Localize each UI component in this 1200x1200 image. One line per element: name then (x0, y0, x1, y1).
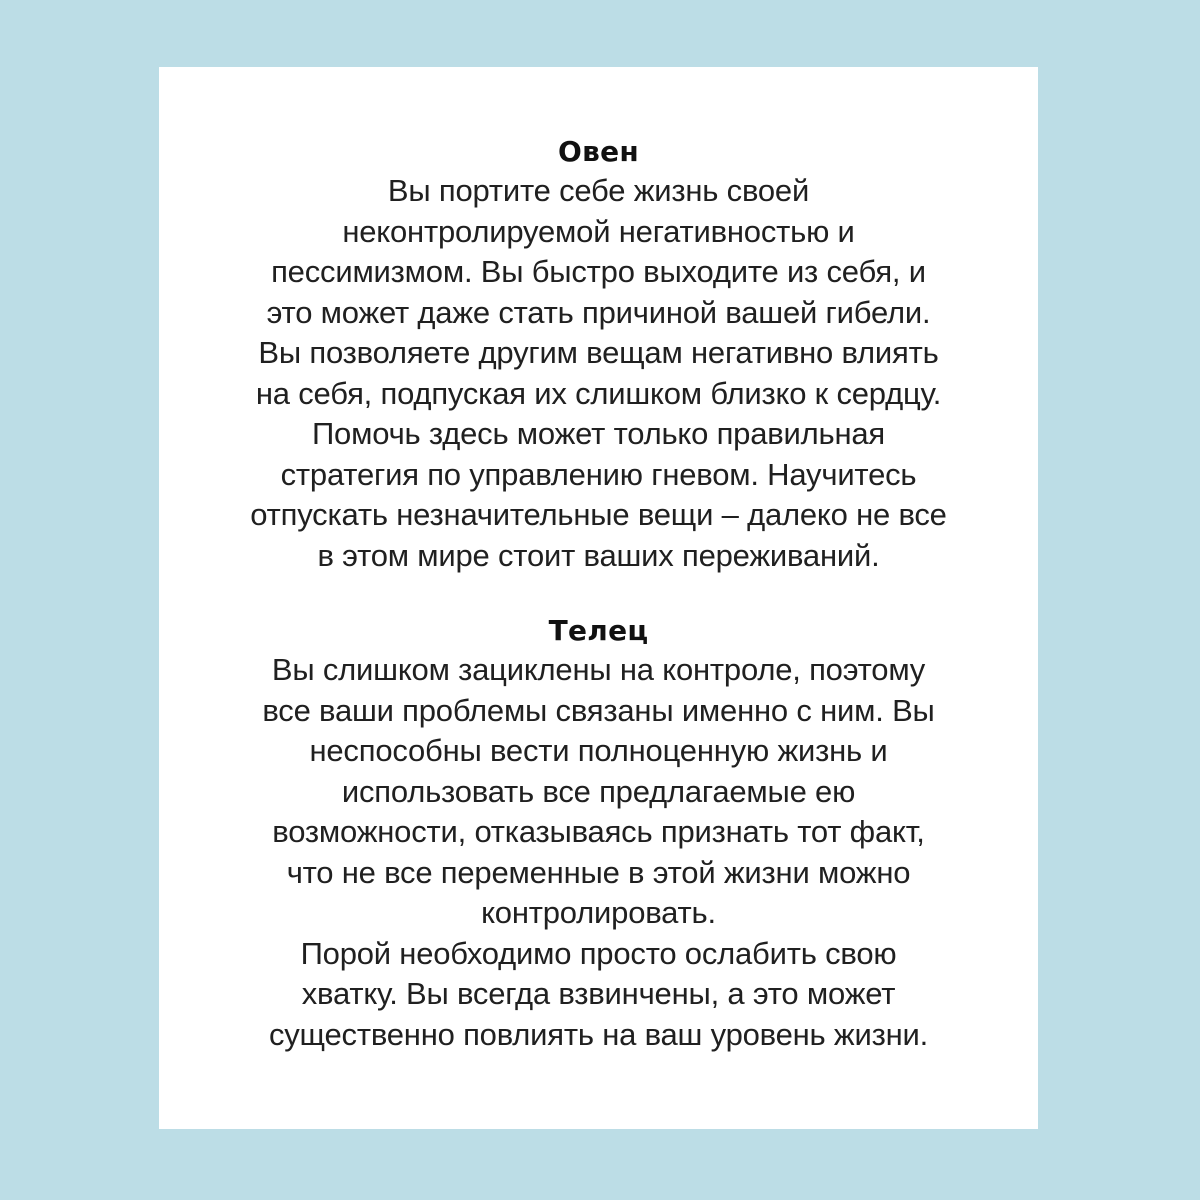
text-line: на себя, подпуская их слишком близко к сердцу. (255, 375, 942, 411)
text-line: использовать все предлагаемые ею (341, 773, 856, 809)
text-line: Вы слишком зациклены на контроле, поэтому (271, 652, 926, 687)
text-line: хватку. Вы всегда взвинчены, а это может (301, 976, 896, 1011)
section-aries (159, 133, 1038, 576)
text-line: это может даже стать причиной вашей гибели. (266, 294, 931, 330)
section-title: Телец (548, 614, 649, 647)
text-line: существенно повлиять на ваш уровень жизни. (268, 1016, 929, 1052)
text-line: Порой необходимо просто ослабить свою (300, 935, 897, 971)
text-line: все ваши проблемы связаны именно с ним. Вы (262, 692, 935, 728)
section-title: Овен (557, 135, 640, 168)
text-line: пессимизмом. Вы быстро выходите из себя, и (271, 254, 926, 289)
section-taurus (159, 612, 1038, 1055)
text-line: неспособны вести полноценную жизнь и (309, 733, 888, 768)
text-line: Помочь здесь может только правильная (311, 416, 886, 451)
text-line: Вы портите себе жизнь своей (387, 173, 810, 208)
text-line: неконтролируемой негативностью и (342, 213, 855, 249)
text-line: возможности, отказываясь признать тот факт, (272, 814, 925, 849)
text-line: стратегия по управлению гневом. Научитесь (280, 456, 917, 492)
text-line: Вы позволяете другим вещам негативно влиять (258, 335, 939, 370)
text-line: отпускать незначительные вещи – далеко не все (250, 497, 947, 532)
text-line: контролировать. (481, 895, 716, 930)
content-card (159, 67, 1038, 1129)
text-line: в этом мире стоит ваших переживаний. (317, 537, 880, 573)
text-line: что не все переменные в этой жизни можно (286, 854, 911, 890)
